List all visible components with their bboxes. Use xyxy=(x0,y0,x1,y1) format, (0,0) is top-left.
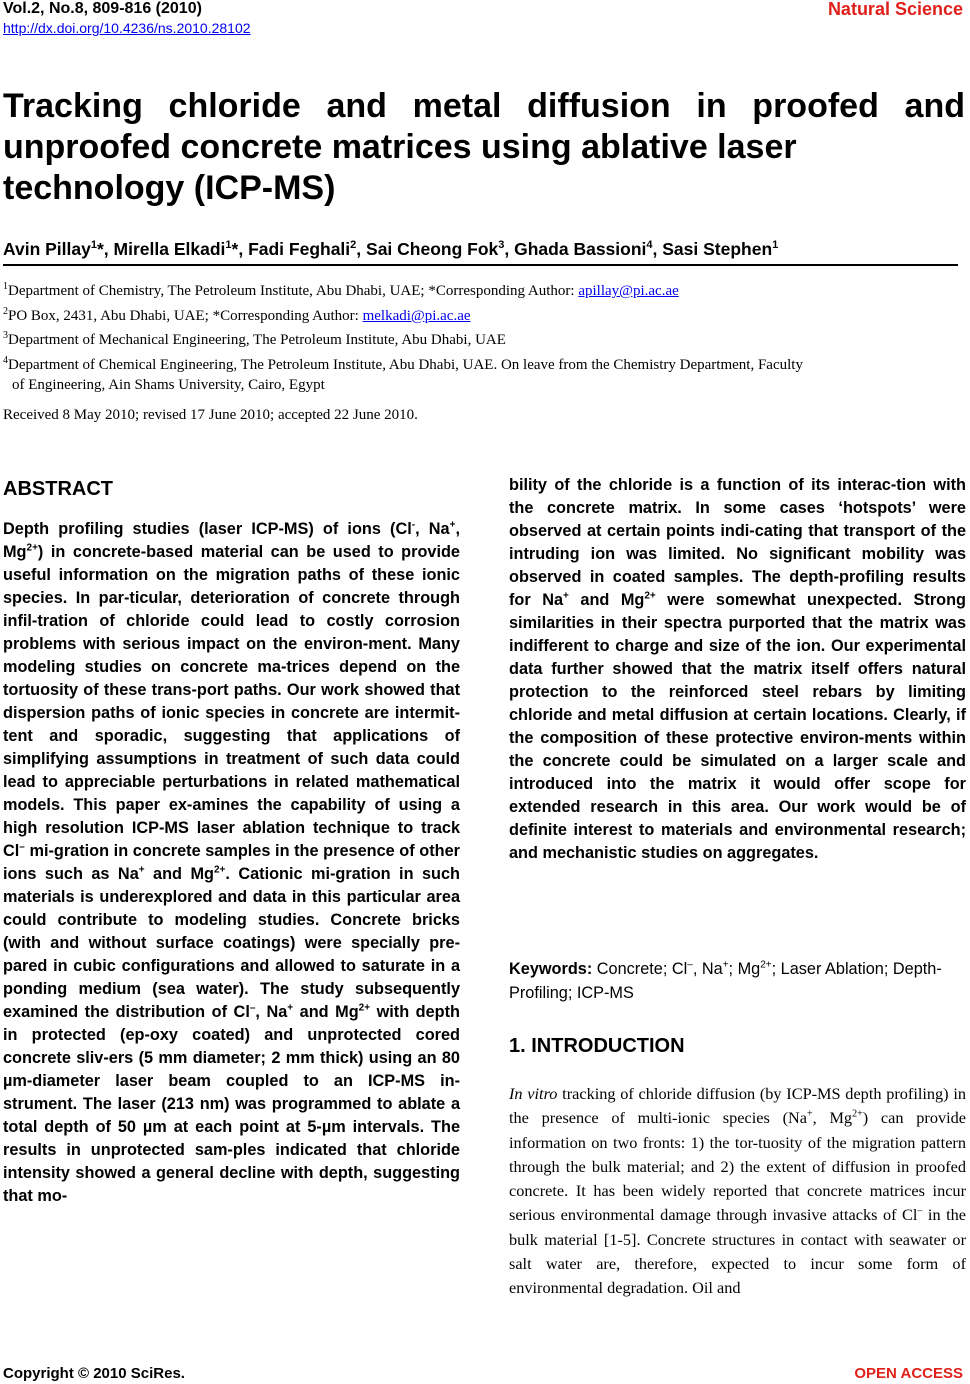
abstract-superscript: – xyxy=(19,841,25,853)
abstract-text-col1 xyxy=(3,518,460,1208)
received-dates: Received 8 May 2010; revised 17 June 2010; accepted 22 June 2010. xyxy=(3,407,418,423)
affiliation-text: PO Box, 2431, Abu Dhabi, UAE; *Corresponding Author: xyxy=(8,307,363,324)
author-separator: , xyxy=(356,238,367,259)
intro-text-run: ) can provide information on two fronts: 1) the tor-tuosity of the migration pattern through the bulk material; and 2) the extent of diffusion in proofed concrete. It has been widely reported that concrete matrices incur serious environmental damage through invasive attacks of Cl xyxy=(509,1108,966,1225)
affiliation-continuation: of Engineering, Ain Shams University, Cairo, Egypt xyxy=(12,377,325,393)
abstract-superscript: 2+ xyxy=(644,590,656,602)
affiliation-text: Department of Mechanical Engineering, The Petroleum Institute, Abu Dhabi, UAE xyxy=(8,332,506,348)
keyword-text-run: ; Laser Ablation; Depth-Profiling; ICP-MS xyxy=(509,960,942,1002)
affiliation-line xyxy=(3,351,968,376)
title-line-2: unproofed concrete matrices using ablative laser xyxy=(3,128,797,166)
author-affiliation-number: 1 xyxy=(772,239,779,251)
affiliation-number: 3 xyxy=(3,330,8,341)
intro-text-run: , Mg xyxy=(812,1108,853,1128)
keyword-superscript: 2+ xyxy=(760,959,772,971)
affiliation-line xyxy=(3,326,968,351)
author-name: Avin Pillay xyxy=(3,238,91,259)
abstract-superscript: 2+ xyxy=(358,1002,371,1014)
abstract-text-run: , Na xyxy=(415,520,450,538)
affiliation-number: 2 xyxy=(3,305,8,317)
keyword-text-run: , Na xyxy=(692,960,723,978)
author-separator: *, xyxy=(231,238,249,259)
abstract-text-run: ) in concrete-based material can be used to provide useful information on the migration paths of these ionic species. In par-ticular, deterioration of concrete through infil-tration of chloride could lead to costly corrosion problems with serious impact on the environ-ment. Many modeling studies on concrete ma-trices depend on the tortuosity of these trans-port paths. Our work showed that dispersion paths of ionic species in concrete are intermit-tent and sporadic, suggesting that applications of simplifying assumptions in treatment of such data could lead to appreciable perturbations in related mathematical models. This paper ex-amines the capability of using a high resolution ICP-MS laser ablation technique to track Cl xyxy=(3,543,460,860)
abstract-text-run: bility of the chloride is a function of its interac-tion with the concrete matrix. In some cases ‘hotspots’ were observed at certain points indi-cating that transport of the intruding ion was limited. No significant mobility was observed in coated samples. The depth-profiling results for Na xyxy=(509,476,966,609)
author-affiliation-number: 1 xyxy=(90,239,97,251)
affiliation-text: Department of Chemistry, The Petroleum Institute, Abu Dhabi, UAE; *Corresponding Author: xyxy=(8,283,579,299)
introduction-text xyxy=(509,1082,966,1301)
keyword-superscript: + xyxy=(722,959,729,971)
abstract-text-run: . Cationic mi-gration in such materials is underexplored and data in this particular area could contribute to modeling studies. Concrete bricks (with and without surface coatings) were specially pre-pared in cubic configurations and allowed to saturate in a ponding medium (sea water). The study subsequently examined the distribution of Cl xyxy=(3,865,460,1021)
author-affiliation-number: 4 xyxy=(646,239,653,251)
author-name: Sasi Stephen xyxy=(662,238,773,259)
abstract-superscript: + xyxy=(138,864,145,876)
affiliation-line xyxy=(3,277,968,302)
paper-title xyxy=(3,86,965,209)
keywords xyxy=(509,957,966,1005)
abstract-text-run: , Mg xyxy=(3,520,460,561)
keywords-label: Keywords: xyxy=(509,960,593,978)
abstract-superscript: + xyxy=(449,519,456,531)
keyword-text-run: ; Mg xyxy=(728,960,761,978)
title-line-3: technology (ICP-MS) xyxy=(3,169,336,207)
author-email-link[interactable]: apillay@pi.ac.ae xyxy=(578,283,679,299)
affiliations xyxy=(3,277,968,396)
author-separator: *, xyxy=(96,238,114,259)
abstract-superscript: + xyxy=(287,1002,294,1014)
open-access-label: OPEN ACCESS xyxy=(854,1365,963,1382)
abstract-superscript: – xyxy=(249,1002,256,1014)
affiliation-text: Department of Chemical Engineering, The Petroleum Institute, Abu Dhabi, UAE. On leave from the Chemistry Department, Faculty xyxy=(8,356,803,373)
abstract-text-run: and Mg xyxy=(293,1003,359,1021)
author-separator: , xyxy=(504,238,515,259)
author-affiliation-number: 1 xyxy=(225,239,232,251)
intro-superscript: – xyxy=(917,1206,923,1218)
abstract-superscript: + xyxy=(563,590,569,602)
keyword-superscript: – xyxy=(687,959,693,971)
keyword-text-run: Concrete; Cl xyxy=(592,960,688,978)
abstract-superscript: - xyxy=(411,519,416,531)
section-heading-introduction: 1. INTRODUCTION xyxy=(509,1035,685,1057)
author-affiliation-number: 2 xyxy=(350,239,357,251)
journal-header xyxy=(3,0,251,37)
affiliation-line xyxy=(3,302,968,327)
journal-reference: Vol.2, No.8, 809-816 (2010) xyxy=(3,0,202,17)
abstract-text-run: were somewhat unexpected. Strong similarities in their spectra purported that the matrix was indifferent to charge and size of the ion. Our experimental data further showed that the matrix itself offers natural protection to the reinforced steel rebars by limiting chloride and metal diffusion at certain locations. Clearly, if the composition of these protective environ-ments within the concrete could be simulated on a larger scale and introduced into the matrix it would offer scope for extended research in this area. Our work would be of definite interest to materials and environmental research; and mechanistic studies on aggregates. xyxy=(509,591,966,862)
intro-superscript: 2+ xyxy=(852,1108,863,1120)
journal-name: Natural Science xyxy=(827,0,963,19)
abstract-superscript: 2+ xyxy=(26,542,38,554)
author-email-link[interactable]: melkadi@pi.ac.ae xyxy=(362,307,471,324)
abstract-text-run: and Mg xyxy=(144,865,214,883)
author-list xyxy=(3,232,958,266)
author-name: Sai Cheong Fok xyxy=(366,238,499,259)
abstract-heading: ABSTRACT xyxy=(3,478,113,500)
author-name: Mirella Elkadi xyxy=(113,238,226,259)
author-name: Ghada Bassioni xyxy=(514,238,647,259)
author-affiliation-number: 3 xyxy=(498,239,505,251)
intro-text-run: in the bulk material [1-5]. Concrete structures in contact with seawater or salt water are, therefore, expected to incur some form of environmental degradation. Oil and xyxy=(509,1205,966,1298)
affiliation-number: 4 xyxy=(3,354,8,366)
author-separator: , xyxy=(652,238,663,259)
intro-text-run: tracking of chloride diffusion (by ICP-MS depth profiling) in the presence of multi-ionic species (Na xyxy=(509,1084,967,1128)
abstract-text-run: with depth in protected (ep-oxy coated) and unprotected cored concrete sliv-ers (5 mm diameter; 2 mm thick) using an 80 µm-diameter laser beam coupled to an ICP-MS in-strument. The laser (213 nm) was programmed to ablate a total depth of 50 µm at each point at 5-µm intervals. The results in unprotected sam-ples indicated that chloride intensity showed a general decline with depth, suggesting that mo- xyxy=(3,1003,460,1205)
abstract-text-run: mi-gration in concrete samples in the presence of other ions such as Na xyxy=(3,842,460,883)
affiliation-number: 1 xyxy=(3,281,8,292)
title-line-1: Tracking chloride and metal diffusion in proofed and xyxy=(3,87,965,125)
abstract-text-run: , Na xyxy=(255,1003,288,1021)
abstract-superscript: 2+ xyxy=(213,864,226,876)
abstract-text-col2 xyxy=(509,474,966,865)
copyright-notice: Copyright © 2010 SciRes. xyxy=(3,1365,185,1382)
intro-italic-text: In vitro xyxy=(509,1084,558,1103)
doi-link[interactable]: http://dx.doi.org/10.4236/ns.2010.28102 xyxy=(3,20,251,36)
author-name: Fadi Feghali xyxy=(248,238,351,259)
abstract-text-run: Depth profiling studies (laser ICP-MS) of ions (Cl xyxy=(3,520,412,538)
intro-superscript: + xyxy=(806,1108,813,1120)
abstract-text-run: and Mg xyxy=(568,591,645,609)
